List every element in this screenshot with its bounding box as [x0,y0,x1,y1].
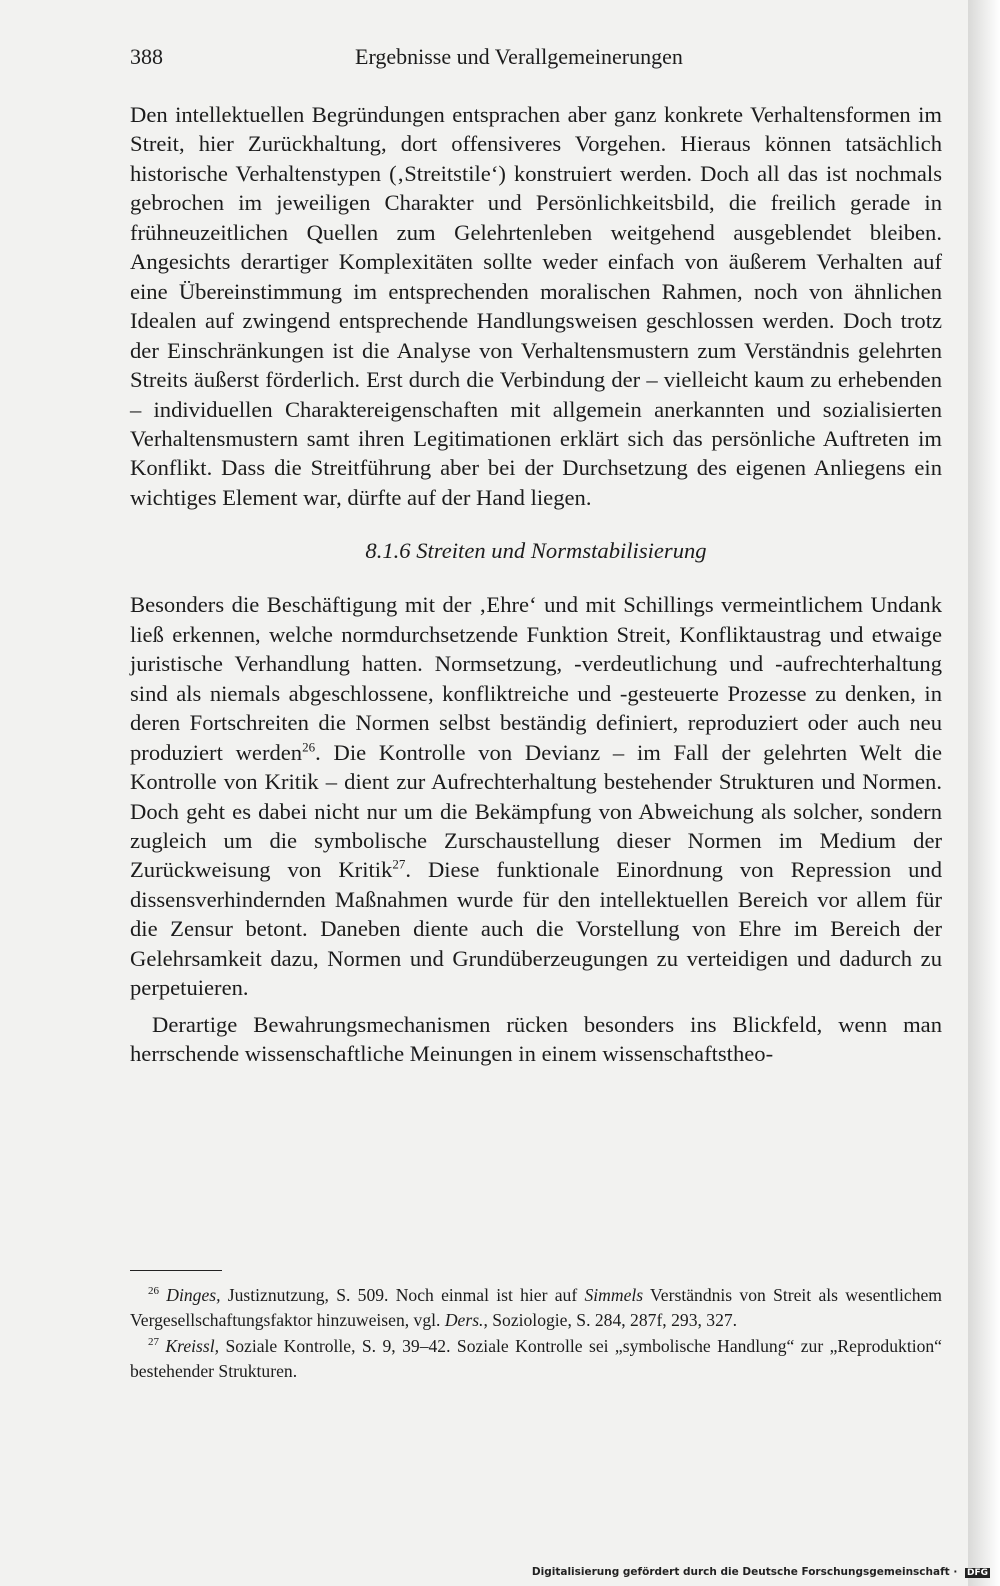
footnote-author: Simmels [584,1285,644,1305]
footnote-author: Dinges, [166,1285,221,1305]
running-head: Ergebnisse und Verallgemeinerungen [355,44,683,69]
paragraph-text: . Die Kontrolle von Devianz – im Fall der gelehrten Welt die Kontrolle von Kritik – dient zur Aufrechterhaltung bestehender Strukturen und Normen. Doch geht es dabei nicht nur um die Bekämpfung von Abweichung als solcher, sondern zugleich um die symbolische Zurschaustellung dieser Normen im Medium der Zurückweisung von Kritik [130,739,942,883]
footnote-text: Soziale Kontrolle, S. 9, 39–42. Soziale Kontrolle sei „symbolische Handlung“ zur „Reproduktion“ bestehender Strukturen. [130,1336,942,1381]
footnote-author: Kreissl, [165,1336,220,1356]
page-number: 388 [130,44,163,69]
footnote-author: Ders. [444,1309,484,1330]
main-text [130,100,942,1069]
footnote-marker: 26 [302,739,316,755]
paragraph [130,590,942,1002]
paragraph-text: Besonders die Beschäftigung mit der ‚Ehre‘ und mit Schillings vermeintlichem Undank ließ erkennen, welche normdurchsetzende Funktion Streit, Konfliktaustrag und etwaige juristische Verhandlung hatten. Normsetzung, -verdeutlichung und -aufrechterhaltung sind als niemals abgeschlossene, konfliktreiche und -gesteuerte Prozesse zu denken, in deren Fortschreiten die Normen selbst beständig definiert, reproduziert oder auch neu produziert werden [130,592,942,765]
dfg-logo: DFG [966,1568,988,1578]
paragraph-text: . Diese funktionale Einordnung von Repression und dissensverhindernden Maßnahmen wurde für den intellektuellen Bereich vor allem für die Zensur betont. Daneben diente auch die Vorstellung von Ehre im Bereich der Gelehrsamkeit dazu, Normen und Grundüberzeugungen zu verteidigen und dadurch zu perpetuieren. [130,857,942,1001]
footnote-marker: 27 [392,856,406,872]
footnote [130,1283,942,1332]
footnote-text: Verständnis von Streit als wesentlichem Vergesellschaftungsfaktor hinzuweisen, vgl. [130,1285,942,1330]
footnotes [130,1283,942,1385]
paragraph: Den intellektuellen Begründungen entsprachen aber ganz konkrete Verhaltensformen im Streit, hier Zurückhaltung, dort offensiveres Vorgehen. Hieraus können tatsächlich historische Verhaltenstypen (‚Streitstile‘) konstruiert werden. Doch all das ist nochmals gebrochen im jeweiligen Charakter und Persönlichkeitsbild, die freilich gerade in frühneuzeitlichen Quellen zum Gelehrtenleben weitgehend ausgeblendet bleiben. Angesichts derartiger Komplexitäten sollte weder einfach von äußerem Verhalten auf eine Übereinstimmung im entsprechenden moralischen Rahmen, noch von ähnlichen Idealen auf zwingend entsprechende Handlungsweisen geschlossen werden. Doch trotz der Einschränkungen ist die Analyse von Verhaltensmustern zum Verständnis gelehrten Streits äußerst förderlich. Erst durch die Verbindung der – vielleicht kaum zu erhebenden – individuellen Charaktereigenschaften mit allgemein anerkannten und sozialisierten Verhaltensmustern samt ihren Legitimationen erklärt sich das persönliche Auftreten im Konflikt. Dass die Streitführung aber bei der Durchsetzung des eigenen Anliegens ein wichtiges Element war, dürfte auf der Hand liegen. [130,102,942,510]
digitization-credit: Digitalisierung gefördert durch die Deutsche Forschungsgemeinschaft · DFG [531,1566,988,1578]
footnote [130,1334,942,1383]
footnote-number: 26 [148,1285,159,1298]
paragraph: Derartige Bewahrungsmechanismen rücken besonders ins Blickfeld, wenn man herrschende wissenschaftliche Meinungen in einem wissenschaftstheo- [130,1011,942,1067]
footnote-divider [130,1270,222,1271]
page-edge [968,0,1000,1586]
section-heading: 8.1.6 Streiten und Normstabilisierung [365,538,707,564]
footnote-number: 27 [148,1336,159,1349]
footnote-text: , Soziologie, S. 284, 287f, 293, 327. [483,1309,738,1330]
page-header [130,44,942,76]
credit-text: Digitalisierung gefördert durch die Deutsche Forschungsgemeinschaft [531,1566,950,1578]
footnote-text: Justiznutzung, S. 509. Noch einmal ist hier auf [220,1285,585,1305]
